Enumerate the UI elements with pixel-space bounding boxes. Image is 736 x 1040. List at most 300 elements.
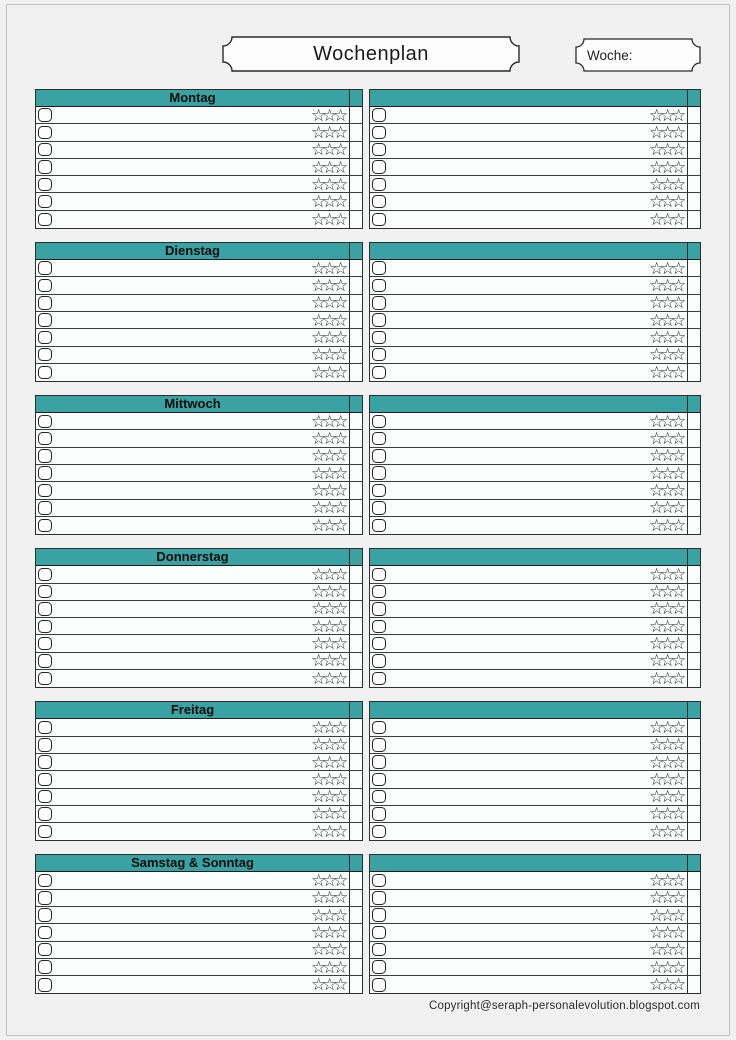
star-icon[interactable]: ☆: [649, 498, 665, 518]
task-checkbox[interactable]: [372, 143, 386, 157]
task-writing-line[interactable]: [52, 737, 312, 753]
star-icon[interactable]: ☆: [649, 769, 665, 789]
task-writing-line[interactable]: [386, 618, 650, 634]
task-writing-line[interactable]: [386, 448, 650, 464]
star-icon[interactable]: ☆: [311, 140, 327, 160]
task-checkbox[interactable]: [372, 313, 386, 327]
task-writing-line[interactable]: [52, 872, 312, 888]
star-icon[interactable]: ☆: [311, 787, 327, 807]
task-row[interactable]: [370, 924, 700, 941]
task-row[interactable]: [370, 142, 700, 159]
task-checkbox[interactable]: [38, 366, 52, 380]
task-writing-line[interactable]: [52, 924, 312, 940]
star-icon[interactable]: ☆: [322, 957, 338, 977]
task-row[interactable]: [36, 124, 362, 141]
star-icon[interactable]: ☆: [311, 905, 327, 925]
star-icon[interactable]: ☆: [649, 310, 665, 330]
star-icon[interactable]: ☆: [322, 787, 338, 807]
star-icon[interactable]: ☆: [660, 174, 676, 194]
star-icon[interactable]: ☆: [333, 446, 349, 466]
star-icon[interactable]: ☆: [322, 429, 338, 449]
star-icon[interactable]: ☆: [333, 669, 349, 689]
star-icon[interactable]: ☆: [311, 276, 327, 296]
task-row[interactable]: [36, 584, 362, 601]
task-checkbox[interactable]: [38, 501, 52, 515]
star-icon[interactable]: ☆: [671, 105, 687, 125]
task-writing-line[interactable]: [52, 517, 312, 534]
task-row[interactable]: [370, 618, 700, 635]
task-row[interactable]: [36, 295, 362, 312]
task-checkbox[interactable]: [372, 978, 386, 992]
star-icon[interactable]: ☆: [671, 634, 687, 654]
task-writing-line[interactable]: [386, 500, 650, 516]
star-icon[interactable]: ☆: [333, 258, 349, 278]
task-checkbox[interactable]: [372, 891, 386, 905]
task-checkbox[interactable]: [38, 773, 52, 787]
task-checkbox[interactable]: [38, 296, 52, 310]
star-icon[interactable]: ☆: [671, 888, 687, 908]
star-icon[interactable]: ☆: [322, 582, 338, 602]
task-checkbox[interactable]: [38, 160, 52, 174]
star-icon[interactable]: ☆: [311, 804, 327, 824]
star-icon[interactable]: ☆: [671, 122, 687, 142]
star-icon[interactable]: ☆: [671, 922, 687, 942]
star-icon[interactable]: ☆: [333, 922, 349, 942]
star-icon[interactable]: ☆: [333, 345, 349, 365]
star-icon[interactable]: ☆: [649, 616, 665, 636]
task-checkbox[interactable]: [372, 160, 386, 174]
star-icon[interactable]: ☆: [660, 975, 676, 995]
task-row[interactable]: [370, 482, 700, 499]
task-row[interactable]: [370, 942, 700, 959]
star-icon[interactable]: ☆: [311, 345, 327, 365]
star-icon[interactable]: ☆: [660, 446, 676, 466]
task-writing-line[interactable]: [386, 277, 650, 293]
star-icon[interactable]: ☆: [311, 192, 327, 212]
star-icon[interactable]: ☆: [649, 888, 665, 908]
star-icon[interactable]: ☆: [333, 209, 349, 229]
task-checkbox[interactable]: [372, 296, 386, 310]
star-icon[interactable]: ☆: [660, 310, 676, 330]
star-icon[interactable]: ☆: [311, 582, 327, 602]
star-icon[interactable]: ☆: [660, 940, 676, 960]
star-icon[interactable]: ☆: [311, 669, 327, 689]
star-icon[interactable]: ☆: [671, 822, 687, 842]
star-icon[interactable]: ☆: [649, 717, 665, 737]
task-writing-line[interactable]: [386, 107, 650, 123]
task-checkbox[interactable]: [38, 738, 52, 752]
star-icon[interactable]: ☆: [311, 752, 327, 772]
star-icon[interactable]: ☆: [649, 787, 665, 807]
task-row[interactable]: [370, 329, 700, 346]
task-checkbox[interactable]: [38, 484, 52, 498]
star-icon[interactable]: ☆: [649, 276, 665, 296]
star-icon[interactable]: ☆: [322, 481, 338, 500]
task-checkbox[interactable]: [38, 960, 52, 974]
task-checkbox[interactable]: [372, 178, 386, 192]
task-writing-line[interactable]: [52, 364, 312, 381]
task-checkbox[interactable]: [372, 449, 386, 463]
star-icon[interactable]: ☆: [660, 669, 676, 689]
task-checkbox[interactable]: [372, 331, 386, 345]
task-row[interactable]: [36, 942, 362, 959]
task-row[interactable]: [36, 670, 362, 687]
star-icon[interactable]: ☆: [333, 634, 349, 654]
task-checkbox[interactable]: [38, 213, 52, 227]
star-icon[interactable]: ☆: [322, 345, 338, 365]
star-icon[interactable]: ☆: [311, 157, 327, 177]
task-checkbox[interactable]: [38, 432, 52, 446]
star-icon[interactable]: ☆: [660, 498, 676, 518]
task-writing-line[interactable]: [52, 329, 312, 345]
task-checkbox[interactable]: [38, 807, 52, 821]
task-row[interactable]: [36, 924, 362, 941]
task-checkbox[interactable]: [372, 773, 386, 787]
star-icon[interactable]: ☆: [311, 634, 327, 654]
star-icon[interactable]: ☆: [322, 363, 338, 382]
star-icon[interactable]: ☆: [333, 787, 349, 807]
task-checkbox[interactable]: [372, 620, 386, 634]
task-row[interactable]: [36, 907, 362, 924]
task-checkbox[interactable]: [372, 366, 386, 380]
star-icon[interactable]: ☆: [671, 363, 687, 382]
star-icon[interactable]: ☆: [311, 735, 327, 755]
star-icon[interactable]: ☆: [333, 769, 349, 789]
star-icon[interactable]: ☆: [322, 717, 338, 737]
task-row[interactable]: [370, 465, 700, 482]
star-icon[interactable]: ☆: [333, 293, 349, 313]
star-icon[interactable]: ☆: [322, 564, 338, 584]
task-checkbox[interactable]: [38, 891, 52, 905]
task-row[interactable]: [36, 771, 362, 788]
task-checkbox[interactable]: [38, 825, 52, 839]
star-icon[interactable]: ☆: [311, 463, 327, 483]
star-icon[interactable]: ☆: [311, 975, 327, 995]
task-writing-line[interactable]: [386, 653, 650, 669]
task-checkbox[interactable]: [38, 261, 52, 275]
task-writing-line[interactable]: [386, 872, 650, 888]
task-writing-line[interactable]: [386, 430, 650, 446]
star-icon[interactable]: ☆: [649, 463, 665, 483]
star-icon[interactable]: ☆: [333, 429, 349, 449]
star-icon[interactable]: ☆: [660, 752, 676, 772]
task-row[interactable]: [370, 601, 700, 618]
task-checkbox[interactable]: [372, 484, 386, 498]
star-icon[interactable]: ☆: [671, 516, 687, 536]
star-icon[interactable]: ☆: [333, 157, 349, 177]
star-icon[interactable]: ☆: [649, 192, 665, 212]
star-icon[interactable]: ☆: [671, 871, 687, 891]
task-writing-line[interactable]: [52, 176, 312, 192]
star-icon[interactable]: ☆: [333, 463, 349, 483]
star-icon[interactable]: ☆: [333, 122, 349, 142]
task-writing-line[interactable]: [52, 107, 312, 123]
task-checkbox[interactable]: [372, 195, 386, 209]
star-icon[interactable]: ☆: [322, 122, 338, 142]
star-icon[interactable]: ☆: [322, 258, 338, 278]
task-checkbox[interactable]: [372, 415, 386, 429]
task-checkbox[interactable]: [372, 108, 386, 122]
task-row[interactable]: [370, 347, 700, 364]
star-icon[interactable]: ☆: [311, 105, 327, 125]
star-icon[interactable]: ☆: [660, 735, 676, 755]
star-icon[interactable]: ☆: [322, 599, 338, 619]
star-icon[interactable]: ☆: [660, 957, 676, 977]
star-icon[interactable]: ☆: [311, 446, 327, 466]
task-row[interactable]: [36, 500, 362, 517]
star-icon[interactable]: ☆: [322, 769, 338, 789]
task-row[interactable]: [36, 618, 362, 635]
star-icon[interactable]: ☆: [322, 140, 338, 160]
task-checkbox[interactable]: [38, 978, 52, 992]
task-checkbox[interactable]: [372, 654, 386, 668]
star-icon[interactable]: ☆: [311, 599, 327, 619]
star-icon[interactable]: ☆: [660, 787, 676, 807]
task-writing-line[interactable]: [52, 448, 312, 464]
star-icon[interactable]: ☆: [649, 174, 665, 194]
star-icon[interactable]: ☆: [649, 122, 665, 142]
star-icon[interactable]: ☆: [322, 822, 338, 842]
task-row[interactable]: [370, 193, 700, 210]
task-writing-line[interactable]: [386, 193, 650, 209]
star-icon[interactable]: ☆: [660, 192, 676, 212]
task-row[interactable]: [370, 907, 700, 924]
star-icon[interactable]: ☆: [322, 888, 338, 908]
star-icon[interactable]: ☆: [333, 752, 349, 772]
task-row[interactable]: [370, 517, 700, 534]
star-icon[interactable]: ☆: [322, 157, 338, 177]
star-icon[interactable]: ☆: [649, 446, 665, 466]
star-icon[interactable]: ☆: [660, 345, 676, 365]
star-icon[interactable]: ☆: [333, 140, 349, 160]
task-row[interactable]: [36, 601, 362, 618]
star-icon[interactable]: ☆: [322, 669, 338, 689]
task-checkbox[interactable]: [372, 519, 386, 533]
star-icon[interactable]: ☆: [311, 940, 327, 960]
task-writing-line[interactable]: [386, 670, 650, 687]
task-writing-line[interactable]: [52, 890, 312, 906]
task-writing-line[interactable]: [386, 211, 650, 228]
task-row[interactable]: [36, 465, 362, 482]
star-icon[interactable]: ☆: [322, 463, 338, 483]
star-icon[interactable]: ☆: [322, 310, 338, 330]
task-checkbox[interactable]: [38, 466, 52, 480]
star-icon[interactable]: ☆: [660, 564, 676, 584]
star-icon[interactable]: ☆: [311, 122, 327, 142]
star-icon[interactable]: ☆: [660, 411, 676, 431]
task-writing-line[interactable]: [386, 584, 650, 600]
star-icon[interactable]: ☆: [649, 651, 665, 671]
star-icon[interactable]: ☆: [333, 888, 349, 908]
task-checkbox[interactable]: [38, 519, 52, 533]
star-icon[interactable]: ☆: [322, 516, 338, 536]
task-row[interactable]: [36, 430, 362, 447]
task-row[interactable]: [370, 312, 700, 329]
star-icon[interactable]: ☆: [311, 327, 327, 347]
star-icon[interactable]: ☆: [660, 363, 676, 382]
task-checkbox[interactable]: [38, 126, 52, 140]
star-icon[interactable]: ☆: [311, 717, 327, 737]
task-row[interactable]: [36, 107, 362, 124]
task-row[interactable]: [370, 584, 700, 601]
task-row[interactable]: [36, 653, 362, 670]
task-checkbox[interactable]: [372, 213, 386, 227]
star-icon[interactable]: ☆: [322, 804, 338, 824]
star-icon[interactable]: ☆: [660, 888, 676, 908]
star-icon[interactable]: ☆: [333, 940, 349, 960]
task-checkbox[interactable]: [38, 874, 52, 888]
task-row[interactable]: [370, 872, 700, 889]
star-icon[interactable]: ☆: [311, 481, 327, 500]
task-checkbox[interactable]: [372, 807, 386, 821]
task-row[interactable]: [370, 653, 700, 670]
task-writing-line[interactable]: [52, 789, 312, 805]
star-icon[interactable]: ☆: [660, 922, 676, 942]
task-checkbox[interactable]: [372, 874, 386, 888]
task-checkbox[interactable]: [372, 672, 386, 686]
task-checkbox[interactable]: [38, 620, 52, 634]
star-icon[interactable]: ☆: [333, 616, 349, 636]
star-icon[interactable]: ☆: [311, 363, 327, 382]
star-icon[interactable]: ☆: [649, 209, 665, 229]
task-row[interactable]: [36, 211, 362, 228]
star-icon[interactable]: ☆: [671, 463, 687, 483]
star-icon[interactable]: ☆: [333, 363, 349, 382]
task-writing-line[interactable]: [52, 907, 312, 923]
task-checkbox[interactable]: [372, 466, 386, 480]
task-row[interactable]: [370, 771, 700, 788]
star-icon[interactable]: ☆: [322, 446, 338, 466]
task-row[interactable]: [370, 670, 700, 687]
star-icon[interactable]: ☆: [322, 411, 338, 431]
task-writing-line[interactable]: [52, 618, 312, 634]
task-checkbox[interactable]: [38, 415, 52, 429]
task-checkbox[interactable]: [372, 279, 386, 293]
star-icon[interactable]: ☆: [671, 957, 687, 977]
star-icon[interactable]: ☆: [311, 769, 327, 789]
star-icon[interactable]: ☆: [649, 940, 665, 960]
task-checkbox[interactable]: [372, 261, 386, 275]
task-row[interactable]: [370, 737, 700, 754]
star-icon[interactable]: ☆: [333, 804, 349, 824]
star-icon[interactable]: ☆: [333, 582, 349, 602]
star-icon[interactable]: ☆: [322, 616, 338, 636]
star-icon[interactable]: ☆: [311, 258, 327, 278]
star-icon[interactable]: ☆: [649, 634, 665, 654]
star-icon[interactable]: ☆: [333, 481, 349, 500]
star-icon[interactable]: ☆: [322, 922, 338, 942]
task-writing-line[interactable]: [386, 737, 650, 753]
star-icon[interactable]: ☆: [660, 871, 676, 891]
star-icon[interactable]: ☆: [671, 157, 687, 177]
star-icon[interactable]: ☆: [671, 327, 687, 347]
star-icon[interactable]: ☆: [311, 616, 327, 636]
task-writing-line[interactable]: [386, 806, 650, 822]
star-icon[interactable]: ☆: [671, 140, 687, 160]
star-icon[interactable]: ☆: [671, 446, 687, 466]
task-writing-line[interactable]: [52, 295, 312, 311]
star-icon[interactable]: ☆: [660, 822, 676, 842]
star-icon[interactable]: ☆: [671, 411, 687, 431]
star-icon[interactable]: ☆: [311, 429, 327, 449]
star-icon[interactable]: ☆: [671, 717, 687, 737]
task-writing-line[interactable]: [386, 260, 650, 276]
star-icon[interactable]: ☆: [322, 498, 338, 518]
task-writing-line[interactable]: [386, 789, 650, 805]
star-icon[interactable]: ☆: [671, 582, 687, 602]
task-writing-line[interactable]: [386, 295, 650, 311]
task-writing-line[interactable]: [386, 159, 650, 175]
star-icon[interactable]: ☆: [649, 905, 665, 925]
star-icon[interactable]: ☆: [333, 822, 349, 842]
star-icon[interactable]: ☆: [671, 345, 687, 365]
star-icon[interactable]: ☆: [322, 905, 338, 925]
star-icon[interactable]: ☆: [333, 871, 349, 891]
task-writing-line[interactable]: [386, 347, 650, 363]
star-icon[interactable]: ☆: [671, 669, 687, 689]
star-icon[interactable]: ☆: [649, 157, 665, 177]
task-checkbox[interactable]: [372, 501, 386, 515]
star-icon[interactable]: ☆: [311, 209, 327, 229]
star-icon[interactable]: ☆: [311, 310, 327, 330]
task-row[interactable]: [370, 413, 700, 430]
task-writing-line[interactable]: [52, 413, 312, 429]
task-checkbox[interactable]: [38, 755, 52, 769]
task-row[interactable]: [370, 176, 700, 193]
task-writing-line[interactable]: [52, 430, 312, 446]
star-icon[interactable]: ☆: [333, 310, 349, 330]
star-icon[interactable]: ☆: [660, 140, 676, 160]
star-icon[interactable]: ☆: [333, 192, 349, 212]
star-icon[interactable]: ☆: [311, 516, 327, 536]
star-icon[interactable]: ☆: [333, 651, 349, 671]
task-checkbox[interactable]: [38, 672, 52, 686]
task-writing-line[interactable]: [52, 277, 312, 293]
task-writing-line[interactable]: [386, 566, 650, 582]
star-icon[interactable]: ☆: [660, 616, 676, 636]
task-row[interactable]: [370, 448, 700, 465]
task-writing-line[interactable]: [52, 211, 312, 228]
task-row[interactable]: [370, 260, 700, 277]
task-checkbox[interactable]: [38, 313, 52, 327]
task-row[interactable]: [36, 176, 362, 193]
task-row[interactable]: [370, 823, 700, 840]
task-checkbox[interactable]: [38, 143, 52, 157]
star-icon[interactable]: ☆: [671, 752, 687, 772]
star-icon[interactable]: ☆: [333, 498, 349, 518]
star-icon[interactable]: ☆: [671, 804, 687, 824]
star-icon[interactable]: ☆: [671, 276, 687, 296]
task-row[interactable]: [36, 482, 362, 499]
task-writing-line[interactable]: [52, 670, 312, 687]
task-checkbox[interactable]: [372, 585, 386, 599]
star-icon[interactable]: ☆: [322, 735, 338, 755]
task-writing-line[interactable]: [52, 976, 312, 993]
star-icon[interactable]: ☆: [660, 516, 676, 536]
star-icon[interactable]: ☆: [660, 905, 676, 925]
task-writing-line[interactable]: [386, 976, 650, 993]
star-icon[interactable]: ☆: [322, 634, 338, 654]
star-icon[interactable]: ☆: [649, 363, 665, 382]
task-checkbox[interactable]: [372, 755, 386, 769]
task-writing-line[interactable]: [52, 635, 312, 651]
task-row[interactable]: [370, 159, 700, 176]
star-icon[interactable]: ☆: [649, 957, 665, 977]
task-writing-line[interactable]: [386, 924, 650, 940]
task-writing-line[interactable]: [386, 635, 650, 651]
task-row[interactable]: [370, 754, 700, 771]
star-icon[interactable]: ☆: [671, 429, 687, 449]
